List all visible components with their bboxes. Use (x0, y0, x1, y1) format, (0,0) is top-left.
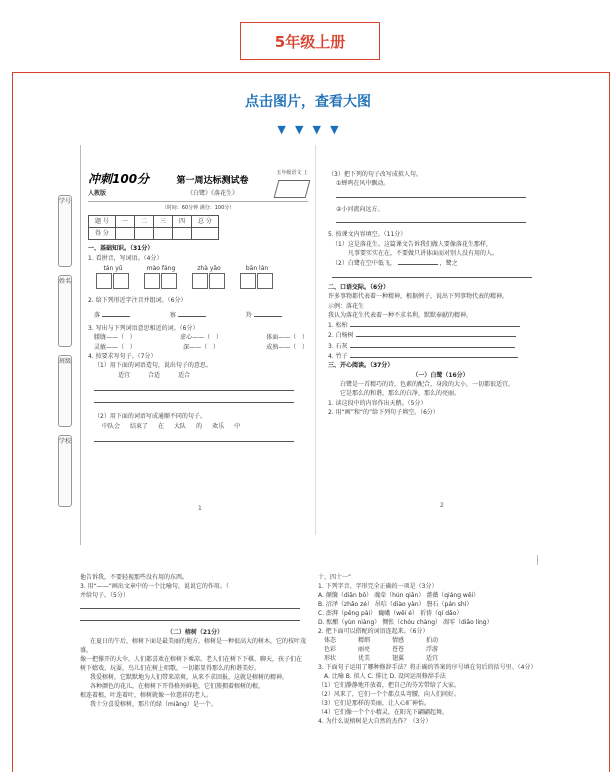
reading-2-line: 我爱榕树，它默默地为人们带来凉爽，从来不求回报，这就是榕树的精神。 (90, 674, 289, 681)
exam-subtitle: 《白鹭》《落花生》 (187, 189, 239, 197)
match-row: 色彩 丽亮 苍苍 浮游 (324, 646, 439, 653)
reading-1-para: 白鹭是一首精巧的诗，色素的配合，身段的大小，一切都很适宜。 (340, 380, 515, 388)
page-4-q3-sentence: （1）它们静静地开放着，把自己的芬芳带给了大家。 (318, 682, 460, 689)
page-4-q2: 2. 把下面可以搭配的词语连起来。（6分） (318, 628, 429, 635)
section-1-heading: 一、基础知识。（31分） (88, 245, 154, 253)
binding-tab (58, 435, 72, 507)
exam-sheet-image-2[interactable] (60, 565, 560, 767)
section-3-heading: 三、开心阅读。（37分） (328, 362, 394, 370)
reading-2-line: 根连着根，叶连着叶，榕树就像一位慈祥的老人。 (80, 692, 213, 699)
page-3-line: 他告诉我，不要轻视那些没有用的东西。 (80, 574, 189, 581)
down-arrow-icon: ▼ (294, 123, 304, 136)
reading-2-line: 像一把撑开的大伞，人们都喜欢在榕树下乘凉。老人们在树下下棋、聊天，孩子们在 (80, 656, 303, 663)
score-table-header: 二 (134, 215, 153, 227)
question-4-sub-2: （2）用下面的词语写成通顺不同的句子。 (94, 413, 206, 421)
pinyin-label: bān lán (245, 264, 269, 272)
score-row-label: 得 分 (89, 227, 116, 239)
question-5-2: （2）白鹭在空中低飞， (332, 260, 396, 268)
section-2-example-2: 我认为落花生代表着一种不求名利，默默奉献的精神。 (328, 311, 473, 319)
page-4-q3: 3. 下面句子运用了哪种修辞手法？将正确的答案的序号填在句后的括号里。（4分） (318, 664, 537, 671)
binding-tab-label: 姓名 (59, 278, 72, 285)
score-table-header: 总 分 (191, 215, 218, 227)
reading-1-q2: 2. 用“画”和“的”给下列句子填空。（6分） (328, 408, 439, 416)
section-2-text: 许多事物都代表着一种精神，根据例子，说出下列事物代表的精神。 (328, 293, 509, 301)
reading-2-line: 在夏日的午后，榕树下面是最美丽的地方。榕树是一种很高大的树木，它的枝叶茂盛， (80, 638, 307, 654)
question-3: 3. 写出与下列词语意思相近的词。（6分） (88, 325, 199, 333)
exam-page-1 (88, 170, 308, 445)
grade-label: 5年级上册 (274, 32, 346, 51)
down-arrow-icon: ▼ (312, 123, 322, 136)
page-3-line: 3. 用“——”画出文章中的一个比喻句，说说它的作用。（ (80, 583, 229, 590)
question-4-3a: ①蝉鸣在风中飘动。 (336, 180, 390, 188)
option-line: C. 澎湃（pēng pài） 巍峨（wēi é） 祈祷（qí dǎo） (318, 610, 463, 617)
exam-sheet-image[interactable] (48, 140, 568, 550)
score-table (88, 215, 219, 241)
match-row: 体态 精细 情感 拍动 (324, 637, 439, 644)
option-line: A. 颠簸（diān bǒ） 魂牵（hún qiān） 蔷薇（qiáng wēi） (318, 592, 480, 599)
pinyin-label: tán yǔ (103, 264, 123, 272)
score-table-header: 一 (115, 215, 134, 227)
question-5: 5. 按课文内容填空。（11分） (328, 231, 407, 239)
binding-tab (58, 195, 72, 267)
reading-1-q1: 1. 读这段中的内容作出天鹅。（5分） (328, 399, 427, 407)
page-3-line: 并给句子。（5分） (80, 592, 129, 599)
grade-label-box[interactable] (240, 22, 380, 60)
question-4-sub-1: （1）用下面的词语造句，说出句子的意思。 (94, 362, 212, 370)
binding-tab-label: 学校 (59, 438, 72, 445)
down-arrow-icon: ▼ (277, 123, 286, 136)
reading-2-line: 树下嬉戏、玩耍，鸟儿们在树上唱歌，一切都显得那么的和谐美好。 (80, 665, 261, 672)
pinyin-row (96, 264, 308, 293)
reading-2-line: 各种颜色的花儿，在榕树下开得格外鲜艳，它们簇拥着榕树的根， (90, 683, 265, 690)
page-4-q1: 1. 下列字音、字形完全正确的一项是（3分） (318, 583, 438, 590)
edition-label: 人教版 (88, 189, 107, 197)
char-label: 察 (169, 311, 176, 319)
exam-page-2: （3）把下列的句子改写成拟人句。 ①蝉鸣在风中飘动。 ②小河流向远方。 5. 按课文内容填空。（11分） （1）这是落花生。这篇课文告诉我们做人要像落花生那样， 凡事要实实在在，不要做只讲体面而对别人没有用的人。 （2）白鹭在空中低飞， ，鹭之 二、口语交际。（6分） 许多事物都代表着一种精神，根据例子，说出下列事物代表的精神。 示例：落花生 我认为落花生代表着一种不求名利，默默奉献的精神。 1. 松柏 2. 白杨树 3. 石灰 4. 竹子 三、开心阅读。（37分） （一）白鹭（16分） 白鹭是一首精巧的诗，色素的配合，身段的大小，一切都很适宜。 它是那么的和谐，那么的白净，那么的亮丽。 1. 读这段中的内容作出天鹅。（5分） 2. 用“画”和“的”给下列句子填空。（6分） (328, 170, 553, 417)
score-table-header: 题 号 (89, 215, 116, 227)
binding-tab-label: 学号 (59, 198, 72, 205)
question-4-3b: ②小河流向远方。 (336, 205, 384, 213)
question-4: 4. 按要求写句子。（7分） (88, 352, 157, 360)
binding-tab (58, 355, 72, 427)
binding-tab-label: 班级 (59, 358, 72, 365)
word-row-2: 中队会 结束了 在 大队 的 欢乐 中 (102, 422, 241, 430)
question-2: 2. 给下列形近字注音并组词。（6分） (88, 297, 187, 305)
book-icon (274, 180, 311, 198)
reading-2-line: 我十分喜爱榕树，那片的绿（miǎng）是一个。 (90, 701, 217, 708)
option-line: D. 酝酿（yùn niàng） 惆怅（chóu chàng） 凋零（diāo líng） (318, 619, 493, 626)
option-line: B. 沼泽（zhǎo zé） 吊唁（diào yàn） 磐石（pán shí） (318, 601, 473, 608)
page-4-q3-sentence: （2）风来了，它们一个个都点头弯腰，向人们问好。 (318, 691, 460, 698)
section-2-heading: 二、口语交际。（6分） (328, 283, 390, 291)
question-1: 1. 看拼音，写词语。（4分） (88, 254, 163, 262)
fold-line (80, 145, 81, 545)
word-row-1: 适宜 合适 适合 (118, 371, 191, 379)
click-to-enlarge-title[interactable]: 点击图片，查看大图 (245, 94, 371, 110)
down-arrow-icon: ▼ (330, 123, 339, 136)
char-row (94, 310, 308, 320)
reading-2-title: （二）榕树（21分） (166, 629, 224, 636)
reading-1-title: （一）白鹭（16分） (412, 371, 469, 379)
page-4-q3-sentence: （4）它们像一个个小精灵，在阳光下翩翩起舞。 (318, 709, 448, 716)
match-row: 形状 优美 翅翼 适宜 (324, 655, 439, 662)
page-divider (315, 145, 316, 535)
binding-strip (58, 195, 72, 535)
pinyin-label: mào fáng (146, 264, 176, 272)
question-5-1b: 凡事要实实在在，不要做只讲体面而对别人没有用的人。 (348, 250, 499, 258)
binding-tab (58, 275, 72, 347)
brand-logo: 冲刺100分 (88, 172, 150, 186)
exam-title: 第一周达标测试卷 (176, 175, 249, 186)
score-table-header: 三 (153, 215, 172, 227)
down-arrows (0, 118, 616, 137)
page-number-2: 2 (440, 502, 444, 509)
page-4-q3-options: A. 比喻 B. 拟人 C. 排比 D. 设问运用修辞手法 (324, 673, 446, 680)
page-number-1: 1 (198, 505, 202, 512)
page-4-q3-sentence: （3）它们是那样的美丽，让人心旷神怡。 (318, 700, 430, 707)
score-table-header: 四 (172, 215, 191, 227)
section-2-example: 示例：落花生 (328, 302, 365, 310)
reading-1-para: 它是那么的和谐，那么的白净，那么的亮丽。 (340, 390, 461, 398)
exam-page-3 (80, 573, 310, 709)
synonym-row-2: 灵敏——（ ） 深——（ ） 成熟——（ ） (94, 343, 308, 351)
grade-tag: 五年级语文 上 (276, 170, 308, 177)
question-5-1: （1）这是落花生。这篇课文告诉我们做人要像落花生那样， (332, 240, 492, 248)
exam-page-4 (318, 573, 548, 726)
char-label: 羚 (245, 311, 252, 319)
pinyin-label: zhà yǎo (197, 264, 221, 272)
page-4-q4: 4. 为什么说榕树是大自然的杰作？（3分） (318, 718, 432, 725)
char-label: 落 (94, 311, 101, 319)
synonym-row-1: 朦胧——（ ） 虚心——（ ） 体面——（ ） (94, 334, 308, 342)
page-4-head: 十、四十一” (318, 574, 352, 581)
time-line: （时间：60分钟 满分：100分） (161, 204, 235, 211)
question-4-3: （3）把下列的句子改写成拟人句。 (328, 171, 422, 178)
